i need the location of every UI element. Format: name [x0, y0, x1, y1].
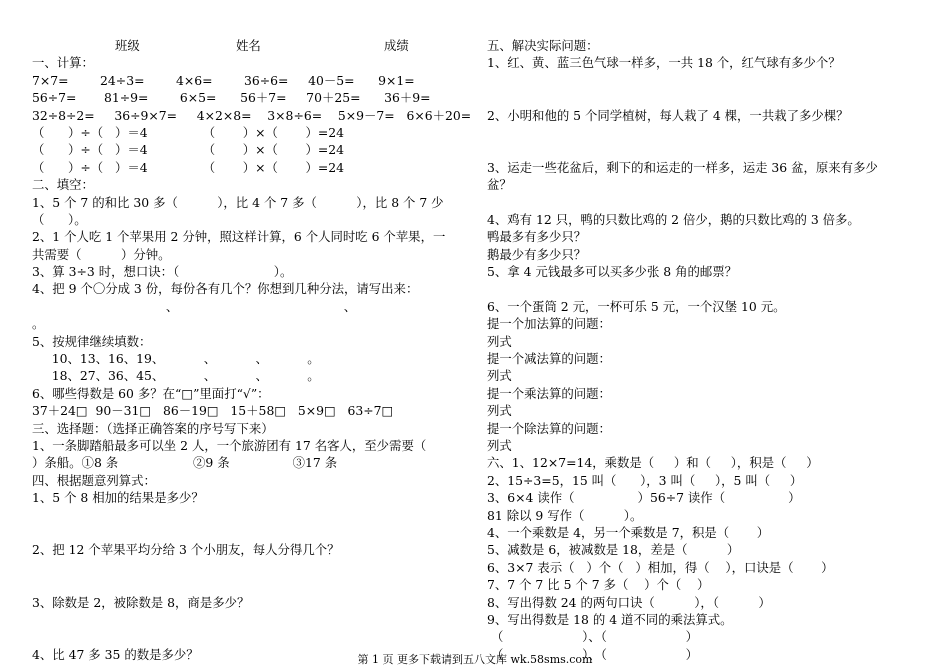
left-line: 5、按规律继续填数：: [32, 333, 152, 349]
left-line: 4、把 9 个〇分成 3 份，每份各有几个？你想到几种分法，请写出来：: [32, 281, 419, 297]
left-line: 2、1 个人吃 1 个苹果用 2 分钟，照这样计算，6 个人同时吃 6 个苹果，一: [32, 229, 446, 245]
left-line: 一、计算：: [32, 55, 94, 71]
class-label: 班级: [115, 38, 140, 53]
right-line: [487, 89, 927, 106]
right-line: 9、写出得数是 18 的 4 道不同的乘法算式。: [487, 611, 733, 627]
left-line: 10、13、16、19、 、 、 。: [32, 351, 320, 367]
right-line: 2、小明和他的 5 个同学植树，每人栽了 4 棵，一共栽了多少棵？: [487, 107, 849, 123]
right-line: 提一个乘法算的问题：: [487, 385, 611, 401]
right-line: 3、运走一些花盆后，剩下的和运走的一样多，运走 36 盆，原来有多少: [487, 159, 878, 175]
right-line: （ ）、（ ）: [487, 629, 699, 645]
left-line: 1、5 个 7 的和比 30 多（ ），比 4 个 7 多（ ），比 8 个 7 少: [32, 194, 444, 210]
right-line: 六、1、12×7=14，乘数是（ ）和（ ），积是（ ）: [487, 455, 819, 471]
page-footer: 第 1 页 更多下载请到五八文库 wk.58sms.com: [357, 653, 593, 666]
right-line: 5、拿 4 元钱最多可以买多少张 8 角的邮票？: [487, 264, 738, 280]
right-column: [487, 37, 927, 663]
right-line: [487, 124, 927, 141]
left-line: 四、根据题意列算式：: [32, 472, 156, 488]
left-line: 3、算 3÷3 时，想口诀：（ ）。: [32, 264, 293, 280]
right-line: 5、减数是 6，被减数是 18，差是（ ）: [487, 542, 740, 558]
right-line: 提一个除法算的问题：: [487, 420, 611, 436]
left-line: [32, 507, 472, 524]
right-line: 鹅最少有多少只？: [487, 246, 587, 262]
left-line: 6、哪些得数是 60 多？在“□”里面打“√”：: [32, 385, 270, 401]
right-line: 盆？: [487, 177, 512, 193]
left-line: 4、比 47 多 35 的数是多少？: [32, 646, 199, 662]
left-line: 二、填空：: [32, 177, 94, 193]
left-line: 1、一条脚踏船最多可以坐 2 人，一个旅游团有 17 名客人，至少需要（: [32, 437, 427, 453]
left-line: ）条船。①8 条 ②9 条 ③17 条: [32, 455, 338, 471]
right-line: 7、7 个 7 比 5 个 7 多（ ）个（ ）: [487, 577, 710, 593]
right-line: （ ）、（ ）: [487, 646, 699, 662]
left-line: 。: [32, 316, 45, 332]
left-line: [32, 611, 472, 628]
right-line: [487, 141, 927, 158]
left-line: 3、除数是 2，被除数是 8，商是多少？: [32, 594, 250, 610]
right-line: 列式: [487, 368, 512, 384]
left-line: 7×7= 24÷3= 4×6= 36÷6= 40－5= 9×1=: [32, 72, 415, 88]
right-line: 6、3×7 表示（ ）个（ ）相加，得（ ），口诀是（ ）: [487, 559, 834, 575]
left-line: [32, 576, 472, 593]
right-line: 4、鸡有 12 只，鸭的只数比鸡的 2 倍少，鹅的只数比鸡的 3 倍多。: [487, 211, 860, 227]
left-line: 、 、: [32, 298, 357, 314]
left-line: 32÷8÷2= 36÷9×7= 4×2×8= 3×8÷6= 5×9－7= 6×6＋20=: [32, 107, 472, 123]
left-line: （ ）。: [32, 211, 87, 227]
right-line: 2、15÷3=5，15 叫（ ），3 叫（ ），5 叫（ ）: [487, 472, 803, 488]
right-line: 列式: [487, 333, 512, 349]
left-line: 1、5 个 8 相加的结果是多少？: [32, 490, 204, 506]
right-line: 提一个减法算的问题：: [487, 351, 611, 367]
left-line: （ ）÷（ ）＝4 （ ）×（ ）=24: [32, 159, 345, 175]
left-line: [32, 559, 472, 576]
right-line: 鸭最多有多少只？: [487, 229, 587, 245]
left-line: [32, 524, 472, 541]
name-label: 姓名: [236, 38, 261, 53]
left-line: [32, 37, 472, 54]
left-line: 2、把 12 个苹果平均分给 3 个小朋友，每人分得几个？: [32, 542, 340, 558]
right-line: [487, 72, 927, 89]
right-line: 4、一个乘数是 4，另一个乘数是 7，积是（ ）: [487, 524, 770, 540]
left-line: 56÷7= 81÷9= 6×5= 56＋7= 70＋25= 36＋9=: [32, 90, 431, 106]
right-line: [487, 280, 927, 297]
left-line: （ ）÷（ ）＝4 （ ）×（ ）=24: [32, 124, 345, 140]
right-line: 6、一个蛋筒 2 元，一杯可乐 5 元，一个汉堡 10 元。: [487, 298, 786, 314]
left-column: [32, 37, 472, 663]
right-line: 81 除以 9 写作（ ）。: [487, 507, 643, 523]
right-line: 8、写出得数 24 的两句口诀（ ），（ ）: [487, 594, 771, 610]
left-line: （ ）÷（ ）＝4 （ ）×（ ）=24: [32, 142, 345, 158]
left-line: 三、选择题：（选择正确答案的序号写下来）: [32, 420, 274, 436]
score-label: 成绩: [384, 38, 409, 53]
right-line: 列式: [487, 437, 512, 453]
right-line: 3、6×4 读作（ ）56÷7 读作（ ）: [487, 490, 801, 506]
right-line: 五、解决实际问题：: [487, 38, 599, 53]
left-line: 37＋24□ 90－31□ 86－19□ 15＋58□ 5×9□ 63÷7□: [32, 403, 394, 419]
left-line: 共需要（ ）分钟。: [32, 246, 171, 262]
right-line: [487, 194, 927, 211]
left-line: [32, 628, 472, 645]
right-line: 列式: [487, 403, 512, 419]
right-line: 1、红、黄、蓝三色气球一样多，一共 18 个，红气球有多少个？: [487, 55, 841, 71]
right-line: 提一个加法算的问题：: [487, 316, 611, 332]
left-line: 18、27、36、45、 、 、 。: [32, 368, 320, 384]
